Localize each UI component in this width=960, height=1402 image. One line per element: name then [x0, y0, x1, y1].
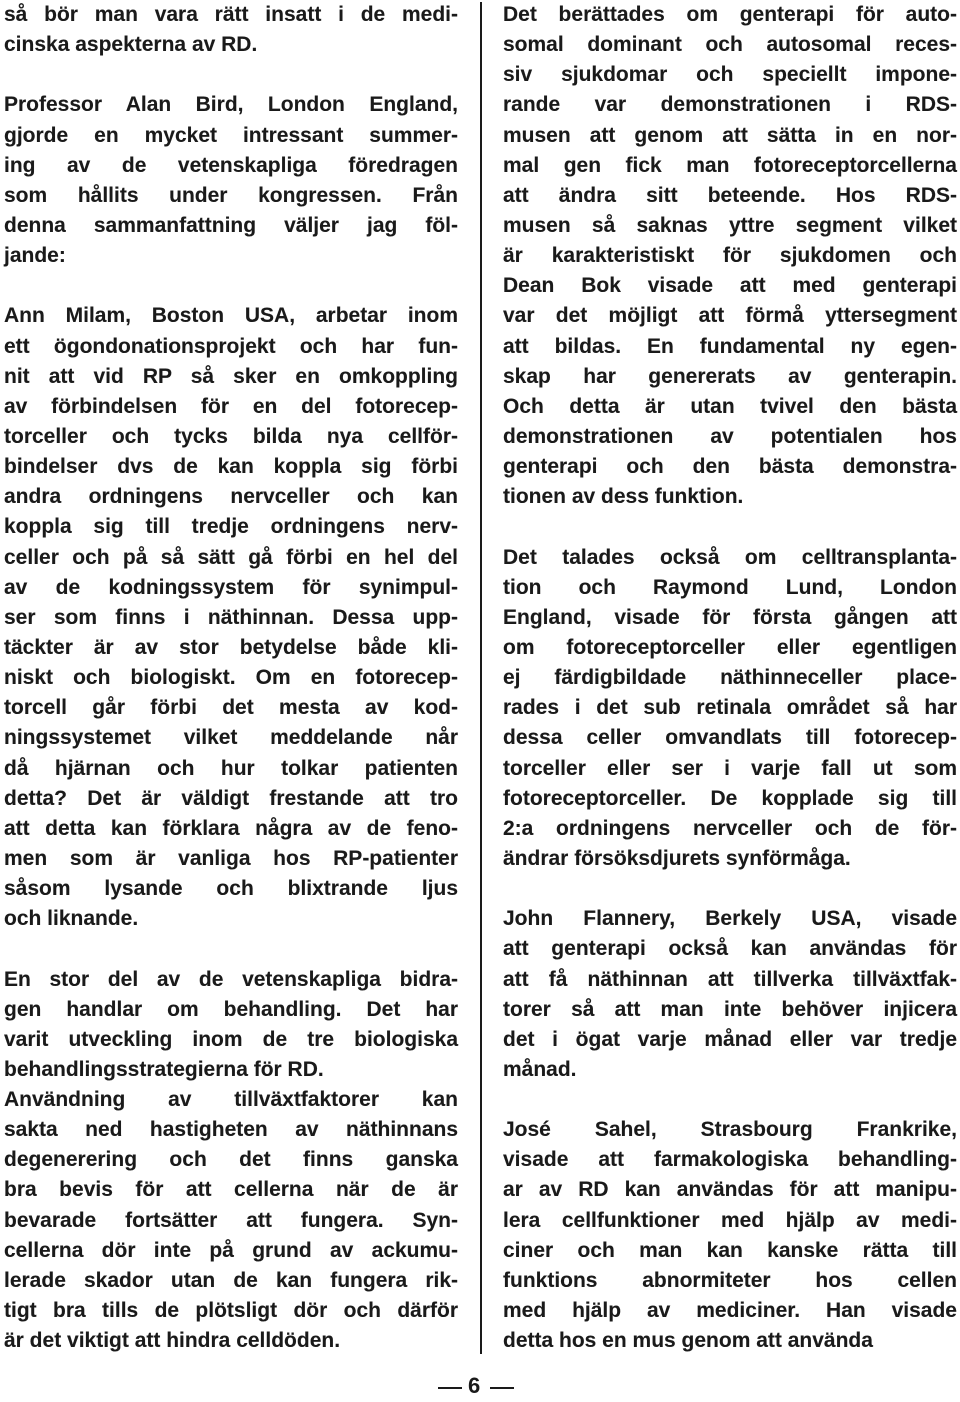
column-divider: [480, 2, 482, 1354]
text-line: tionen av dess funktion.: [503, 485, 744, 509]
text-line: såsom lysande och blixtrande ljus: [4, 877, 458, 901]
text-line: John Flannery, Berkely USA, visade: [503, 907, 957, 931]
text-line: musen så saknas yttre segment vilket: [503, 213, 957, 237]
text-line: detta? Det är väldigt frestande att tro: [4, 786, 458, 810]
text-line: att få näthinnan att tillverka tillväxtfak-: [503, 967, 957, 991]
text-line: varit utveckling inom de tre biologiska: [4, 1027, 458, 1051]
text-line: ej färdigbildade näthinneceller place-: [503, 666, 957, 690]
text-line: bra bevis för att cellerna när de är: [4, 1178, 458, 1202]
text-line: 2:a ordningens nervceller och de för-: [503, 816, 957, 840]
text-line: ett ögondonationsprojekt och har fun-: [4, 334, 458, 358]
text-line: gen handlar om behandling. Det har: [4, 997, 458, 1021]
text-line: tigt bra tills de plötsligt dör och därför: [4, 1299, 458, 1323]
text-line: av förbindelsen för en del fotorecep-: [4, 394, 458, 418]
text-line: niskt och biologiskt. Om en fotorecep-: [4, 666, 458, 690]
text-line: gjorde en mycket intressant summer-: [4, 123, 458, 147]
text-line: att ändra sitt beteende. Hos RDS-: [503, 183, 957, 207]
text-line: ningssystemet vilket meddelande når: [4, 726, 458, 750]
text-line: ar av RD kan användas för att manipu-: [503, 1178, 957, 1202]
page-number: 6: [468, 1373, 481, 1398]
text-line: ser som finns i näthinnan. Dessa upp-: [4, 605, 458, 629]
text-line: med hjälp av mediciner. Han visade: [503, 1299, 957, 1323]
footer-dash-left: [438, 1387, 462, 1389]
text-line: cinska aspekterna av RD.: [4, 33, 258, 57]
footer-dash-right: [490, 1387, 514, 1389]
text-line: denna sammanfattning väljer jag föl-: [4, 213, 458, 237]
text-line: det i ögat varje månad eller var tredje: [503, 1027, 957, 1051]
text-line: koppla sig till tredje ordningens nerv-: [4, 515, 458, 539]
text-line: men som är vanliga hos RP-patienter: [4, 846, 458, 870]
text-line: cellerna dör inte på grund av ackumu-: [4, 1238, 458, 1262]
text-line: torceller och tycks bilda nya cellför-: [4, 424, 458, 448]
text-line: Det talades också om celltransplanta-: [503, 545, 957, 569]
text-line: att bildas. En fundamental ny egen-: [503, 334, 957, 358]
text-line: nit att vid RP så sker en omkoppling: [4, 364, 458, 388]
text-line: behandlingsstrategierna för RD.: [4, 1057, 324, 1081]
text-line: bindelser dvs de kan koppla sig förbi: [4, 455, 458, 479]
text-line: skap har genererats av genterapin.: [503, 364, 957, 388]
text-line: Ann Milam, Boston USA, arbetar inom: [4, 304, 458, 328]
text-line: detta hos en mus genom att använda: [503, 1329, 873, 1353]
text-line: Professor Alan Bird, London England,: [4, 93, 458, 117]
text-line: England, visade för första gången att: [503, 605, 957, 629]
text-line: mal gen fick man fotoreceptorcellerna: [503, 153, 957, 177]
blank-line: [4, 271, 458, 301]
text-line: somal dominant och autosomal reces-: [503, 33, 957, 57]
text-line: att detta kan förklara några av de feno-: [4, 816, 458, 840]
text-line: fotoreceptorceller. De kopplade sig till: [503, 786, 957, 810]
blank-line: [503, 874, 957, 904]
text-line: bevarade fortsätter att fungera. Syn-: [4, 1208, 458, 1232]
text-line: ing av de vetenskapliga föredragen: [4, 153, 458, 177]
text-line: torer så att man inte behöver injicera: [503, 997, 957, 1021]
text-line: En stor del av de vetenskapliga bidra-: [4, 967, 458, 991]
text-line: Dean Bok visade att med genterapi: [503, 274, 957, 298]
text-line: demonstrationen av potentialen hos: [503, 424, 957, 448]
text-line: dessa celler omvandlats till fotorecep-: [503, 726, 957, 750]
text-line: är det viktigt att hindra celldöden.: [4, 1329, 341, 1353]
text-line: torcell går förbi det mesta av kod-: [4, 696, 458, 720]
text-line: Användning av tillväxtfaktorer kan: [4, 1088, 458, 1112]
left-text-column: [4, 0, 458, 1356]
text-line: täckter är av stor betydelse både kli-: [4, 635, 458, 659]
text-line: sakta ned hastigheten av näthinnans: [4, 1118, 458, 1142]
text-line: lerade skador utan de kan fungera rik-: [4, 1268, 458, 1292]
blank-line: [503, 1085, 957, 1115]
page-footer: [0, 1372, 960, 1402]
text-line: av de kodningssystem för synimpul-: [4, 575, 458, 599]
text-line: om fotoreceptorceller eller egentligen: [503, 635, 957, 659]
text-line: degenerering och det finns ganska: [4, 1148, 458, 1172]
text-line: José Sahel, Strasbourg Frankrike,: [503, 1118, 957, 1142]
text-line: då hjärnan och hur tolkar patienten: [4, 756, 458, 780]
text-line: är karakteristiskt för sjukdomen och: [503, 244, 957, 268]
text-line: att genterapi också kan användas för: [503, 937, 957, 961]
text-line: Och detta är utan tvivel den bästa: [503, 394, 957, 418]
text-line: och liknande.: [4, 907, 139, 931]
text-line: andra ordningens nervceller och kan: [4, 485, 458, 509]
text-line: Det berättades om genterapi för auto-: [503, 3, 957, 26]
text-line: torceller eller ser i varje fall ut som: [503, 756, 957, 780]
text-line: månad.: [503, 1057, 577, 1081]
text-line: ciner och man kan kanske rätta till: [503, 1238, 957, 1262]
text-line: lera cellfunktioner med hjälp av medi-: [503, 1208, 957, 1232]
text-line: som hållits under kongressen. Från: [4, 183, 458, 207]
text-line: rande var demonstrationen i RDS-: [503, 93, 957, 117]
text-line: genterapi och den bästa demonstra-: [503, 455, 957, 479]
text-line: visade att farmakologiska behandling-: [503, 1148, 957, 1172]
text-line: tion och Raymond Lund, London: [503, 575, 957, 599]
text-line: så bör man vara rätt insatt i de medi-: [4, 3, 458, 26]
blank-line: [503, 512, 957, 542]
text-line: celler och på så sätt gå förbi en hel del: [4, 545, 458, 569]
text-line: rades i det sub retinala området så har: [503, 696, 957, 720]
text-line: musen att genom att sätta in en nor-: [503, 123, 957, 147]
right-text-column: [503, 0, 957, 1356]
blank-line: [4, 934, 458, 964]
text-line: funktions abnormiteter hos cellen: [503, 1268, 957, 1292]
blank-line: [4, 60, 458, 90]
text-line: ändrar försöksdjurets synförmåga.: [503, 846, 851, 870]
text-line: var det möjligt att förmå yttersegment: [503, 304, 957, 328]
text-line: jande:: [4, 244, 66, 268]
text-line: siv sjukdomar och speciellt impone-: [503, 63, 957, 87]
